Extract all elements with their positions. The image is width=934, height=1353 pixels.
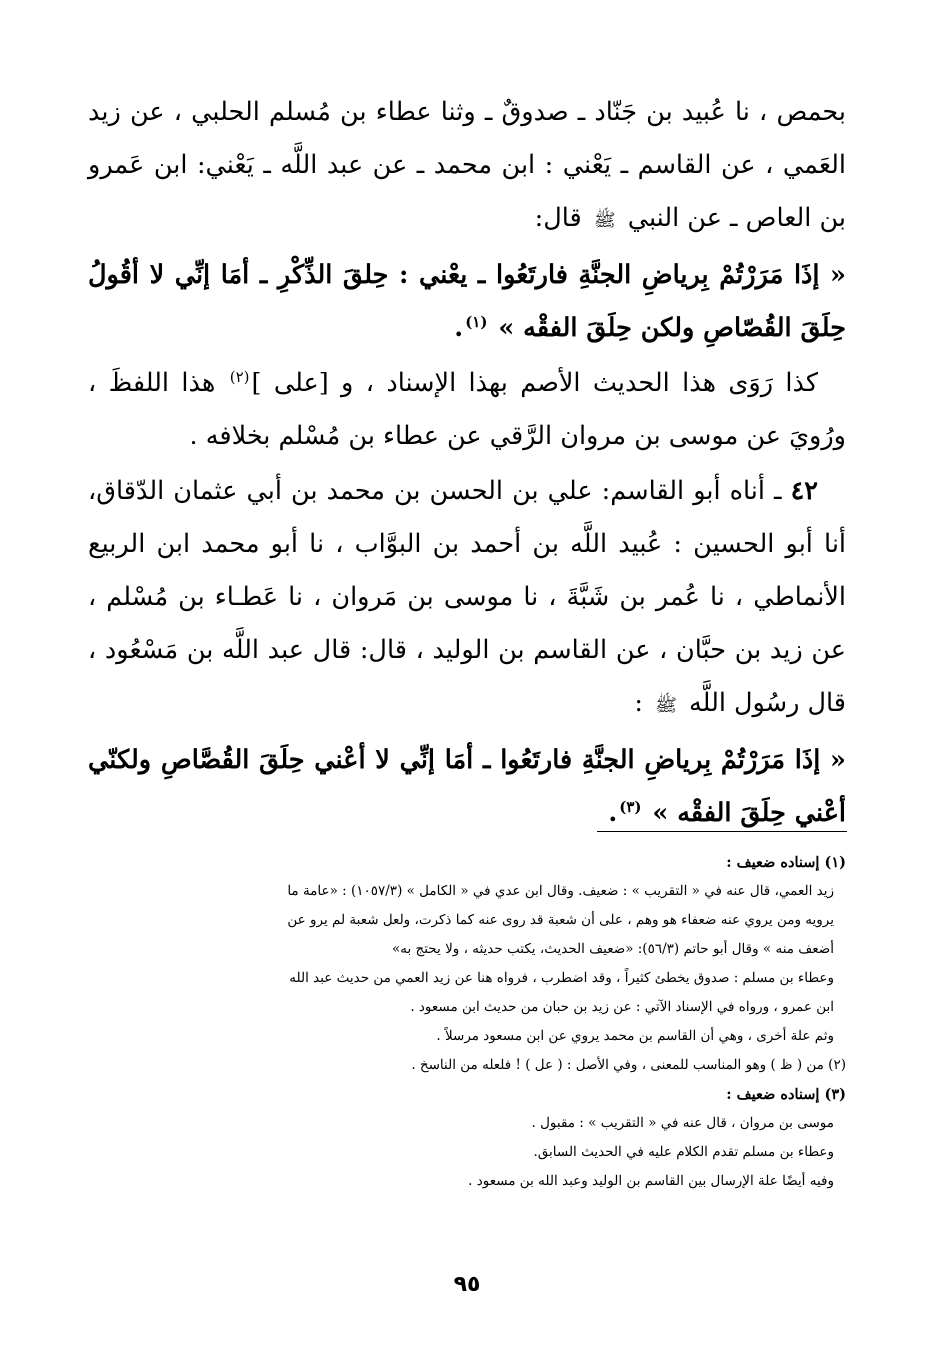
footnote-line: وعطاء بن مسلم : صدوق يخطئ كثيراً ، وقد اضطرب ، فرواه هنا عن زيد العمي من حديث عبد الله [289,970,834,986]
paragraph-4 [88,465,846,732]
footnotes [88,848,846,1196]
footnote-line: أضعف منه » وقال أبو حاتم (٥٦/٣): «ضعيف الحديث، يكتب حديثه ، ولا يحتج به» [391,941,834,957]
footnote-separator [597,831,847,832]
isnad-end-2: : [634,688,643,718]
footnote-line: وثم علة أخرى ، وهي أن القاسم بن محمد يروي عن ابن مسعود مرسلاً . [436,1028,834,1044]
footnote-ref-1: (١) [465,312,488,331]
footnote-ref-3: (٣) [619,797,642,816]
salawat-glyph: ﷺ [593,210,616,231]
hadith-matn: « إذَا مَرَرْتُمْ بِرياضِ الجنَّةِ فارتَعُوا ـ يعْني : حِلقَ الذِّكْرِ ـ أمَا إنِّي لا أقُولُ حِلَقَ القُصّاصِ ولكن حِلَقَ الفقْه » [88,260,846,343]
footnote-line: (٢) من ( ظ ) وهو المناسب للمعنى ، وفي الأصل : ( عل ) ! فلعله من الناسخ . [411,1057,846,1073]
salawat-glyph-2: ﷺ [655,695,677,716]
footnote-line: يرويه ومن يروي عنه ضعفاء هو وهم ، على أن شعبة قد روى عنه كما ذكرت، ولعل شعبة لم يرو عن [287,912,834,928]
footnote-line: موسى بن مروان ، قال عنه في « التقريب » : مقبول . [531,1115,834,1131]
page-number: ٩٥ [453,1272,481,1297]
main-text [88,86,846,840]
hadith-number: ٤٢ [790,476,818,506]
footnote-ref-2: (٢) [229,367,250,386]
full-stop-2: . [608,798,618,828]
footnote-line: زيد العمي، قال عنه في « التقريب » : ضعيف. وقال ابن عدي في « الكامل » (١٠٥٧/٣) : «عامة ما [287,883,834,899]
hadith-text-2 [88,734,846,840]
full-stop: . [454,313,464,343]
footnote-line: وفيه أيضًا علة الإرسال بين القاسم بن الوليد وعبد الله بن مسعود . [468,1173,834,1189]
isnad-text: بحمص ، نا عُبيد بن جَنّاد ـ صدوقٌ ـ وثنا عطاء بن مُسلم الحلبي ، عن زيد العَمي ، عن القاسم ـ يَعْني : ابن محمد ـ عن عبد اللَّه ـ يَعْني: ابن عَمرو بن العاص ـ عن النبي [88,97,846,233]
hadith-matn-2: « إذَا مَرَرْتُمْ بِرياضِ الجنَّةِ فارتَعُوا ـ أمَا إنِّي لا أعْني حِلَقَ القُصَّاصِ ولكنّي أعْني حِلَقَ الفقْه » [88,745,846,828]
isnad-text-2: ـ أناه أبو القاسم: علي بن الحسن بن محمد بن أبي عثمان الدّقاق، أنا أبو الحسين : عُبيد اللَّه بن أحمد بن البوَّاب ، نا أبو محمد ابن الربيع الأنماطي ، نا عُمر بن شَبَّةَ ، نا موسى بن مَروان ، نا عَطـاء بن مُسْلم ، عن زيد بن حبَّان ، عن القاسم بن الوليد ، قال: قال عبد اللَّه بن مَسْعُود ، قال رسُول اللَّه [88,476,846,718]
comment-text-a: كذا رَوَى هذا الحديث الأصم بهذا الإسناد ، و [على ] [251,368,818,398]
paragraph-3 [88,357,846,463]
footnote-line: ابن عمرو ، ورواه في الإسناد الآتي : عن زيد بن حبان من حديث ابن مسعود . [410,999,834,1015]
comment-text-b: هذا اللفظَ ، ورُويَ عن موسى بن مروان الرَّقي عن عطاء بن مُسْلم بخلافه . [88,368,846,451]
footnote-line: وعطاء بن مسلم تقدم الكلام عليه في الحديث السابق. [533,1144,834,1160]
paragraph-1 [88,86,846,247]
footnote-line: (١) إسناده ضعيف : [726,854,846,871]
footnote-line: (٣) إسناده ضعيف : [726,1086,846,1103]
hadith-text-1 [88,249,846,355]
isnad-end: قال: [534,203,582,233]
